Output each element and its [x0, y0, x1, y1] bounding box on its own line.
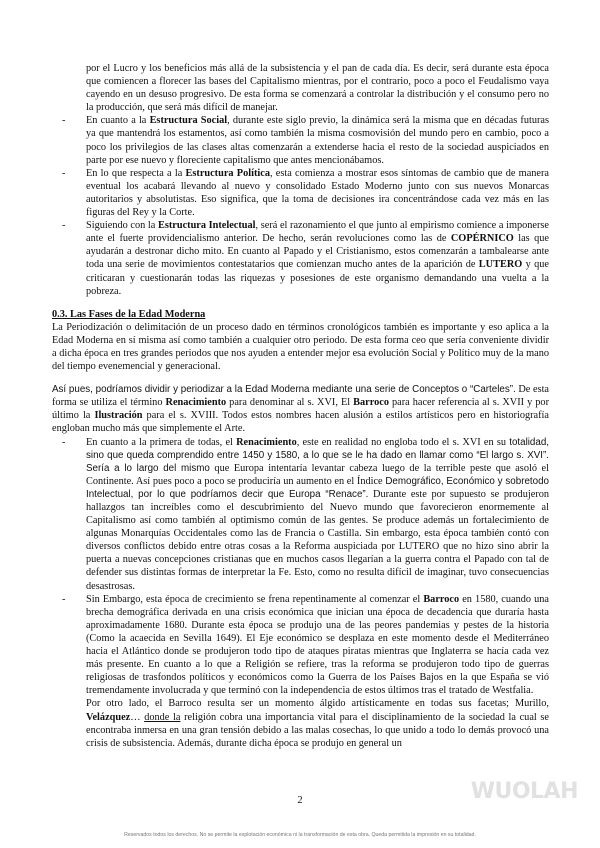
barroco-art-paragraph: Por otro lado, el Barroco resulta ser un momento álgido artísticamente en todas sus facetas; Murillo, Velázquez… donde la religión cobra una importancia vital para el disciplinamiento de la sociedad la cual se encontraba inmersa en una gran tensión debido a las malas cosechas, lo que unido a todo lo demás provocó una crisis de subsistencia. Además, durante dicha época se produjo en general un [86, 698, 549, 749]
phases-paragraph: Así pues, podríamos dividir y periodizar a la Edad Moderna mediante una serie de Conceptos o “Carteles”. De esta forma se utiliza el término Renacimiento para denominar al s. XVI, El Barroco para hacer referencia al s. XVII y por último la Ilustración para el s. XVIII. Todos estos nombres hacen alusión a estilos artísticos pero en historiografía engloban mucho más que simplemente el Arte. [52, 384, 550, 435]
page-number: 2 [297, 795, 303, 806]
phases-bullet-list [52, 436, 549, 698]
bullet-estructura-social: - En cuanto a la Estructura Social, durante este siglo previo, la dinámica será la misma que en décadas futuras ya que mantendrá los estamentos, así como también la misma cosmovisión del mundo pero en cambio, poco a poco los privilegios de las clases altas comenzarán a extenderse hacia el resto de la sociedad auspiciados en parte por ese nuevo y floreciente capitalismo que antes mencionábamos. [62, 115, 550, 166]
spacer [52, 373, 549, 383]
section-heading: 0.3. Las Fases de la Edad Moderna [52, 308, 206, 320]
copyright-footer: Reservados todos los derechos. No se permite la explotación económica ni la transformación de esta obra. Queda permitida la impresión en su totalidad. [124, 832, 476, 838]
wuolah-logo: WUOLAH [470, 779, 578, 804]
spacer [52, 298, 549, 308]
dash-marker: - [62, 220, 66, 232]
dash-marker: - [62, 167, 66, 179]
intro-paragraph: por el Lucro y los beneficios más allá de la subsistencia y el pan de cada día. Es decir, será durante esta época que comiencen a florecer las bases del Capitalismo mientras, por el contrario, poco a poco el Feudalismo vaya cayendo en un desuso progresivo. De esta forma se comenzará a controlar la distribución y el consumo pero no la producción, que será más difícil de manejar. [86, 63, 549, 114]
dash-marker: - [62, 593, 66, 605]
bullet-estructura-politica: - En lo que respecta a la Estructura Política, esta comienza a mostrar esos síntomas de cambio que de manera eventual los acabará llevando al nuevo y consolidado Estado Moderno junto con sus nuevos Monarcas autoritarios y absolutistas. Eso significa, que la toma de decisiones ira concentrándose cada vez más en las figuras del Rey y la Corte. [62, 167, 549, 219]
dash-marker: - [62, 436, 66, 448]
bullet-renacimiento: - En cuanto a la primera de todas, el Renacimiento, este en realidad no engloba todo el s. XVI en su totalidad, sino que queda comprendido entre 1450 y 1580, a lo que se le ha dado en llamar como “El largo s. XVI”. Sería a lo largo del mismo que Europa intentaría levantar cabeza luego de la terrible peste que asoló el Continente. Así pues poco a poco se produciría un aumento en el Índice Demográfico, Económico y sobretodo Intelectual, por lo que podríamos decir que Europa “Renace”. Durante este por supuesto se produjeron hallazgos tan increíbles como el descubrimiento del Nuevo mundo que favorecieron enormemente al Capitalismo así como también al optimismo común de las gentes. Se produce además un fortalecimiento de algunas Monarquías Occidentales como las de Francia o Castilla. Sin embargo, esta época también contó con diversos conflictos debido entre otras cosas a la Reforma auspiciada por LUTERO que no hizo sino abrir la puerta a nuevas concepciones cristianas que en muchos casos llegarían a la guerra contra el Papado con tal de defender sus distintas formas de interpretar la Fe. Esto, como no resulta difícil de imaginar, tuvo consecuencias desastrosas. [62, 436, 549, 592]
dash-marker: - [62, 115, 66, 127]
bullet-estructura-intelectual: - Siguiendo con la Estructura Intelectual, será el razonamiento el que junto al empirismo comience a imponerse ante el fuerte providencialismo anterior. De hecho, serán revoluciones como las de COPÉRNICO las que ayudarán a destronar dicho mito. En cuanto al Papado y el Cristianismo, estos comenzarán a tambalearse ante toda una serie de movimientos contestatarios que comienzan mucho antes de la aparición de LUTERO y que criticaran y cuestionarán todas las riquezas y posesiones de este organismo demandando una vuelta a la pobreza. [62, 220, 550, 297]
periodization-paragraph: La Periodización o delimitación de un proceso dado en términos cronológicos también es importante y eso aplica a la Edad Moderna en sí misma así como también a cualquier otro periodo. De esta forma ceo que sería conveniente dividir a dicha época en tres grandes periodos que nos ayuden a entender mejor esa evolución Social y Político muy de la mano del tiempo evenemencial y generacional. [52, 321, 549, 373]
page-body [52, 62, 549, 750]
bullet-barroco: - Sin Embargo, esta época de crecimiento se frena repentinamente al comenzar el Barroco en 1580, cuando una brecha demográfica derivada en una crisis económica que inician una época de decadencia que duraría hasta aproximadamente 1680. Durante esta época se produjo una de las peores pandemias y pestes de la historia (Como la acaecida en Sevilla 1649). El Eje económico se desplaza en este momento desde el Mediterráneo hacia el Atlántico donde se produjeron todo tipo de ataques piratas mientras que Inglaterra se hacía cada vez más presente. En cuanto a lo que a Religión se refiere, tras la reforma se produjeron todo tipo de guerras religiosas de trasfondos políticos y económicos como la Guerra de los Países Bajos en la que España se vió tremendamente involucrada y que terminó con la independencia de estos últimos tras el tratado de Westfalia. [62, 593, 549, 697]
structure-bullet-list [52, 114, 549, 297]
